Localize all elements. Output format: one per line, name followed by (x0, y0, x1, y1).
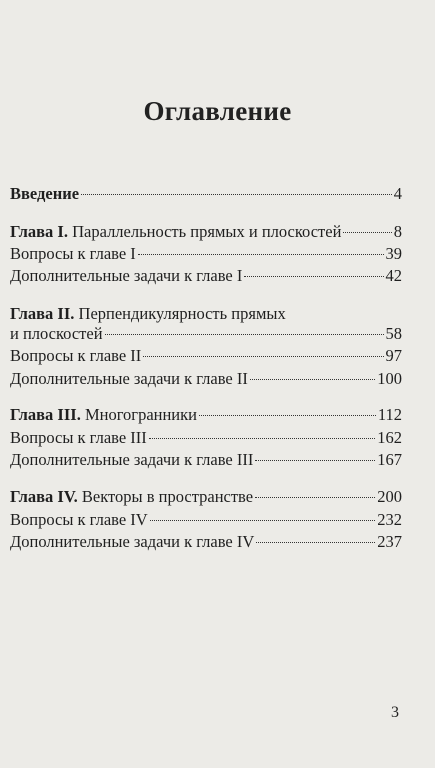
toc-page-number: 8 (393, 222, 402, 241)
toc-entry-questions-4 (10, 510, 402, 530)
page-number: 3 (391, 704, 399, 721)
toc-entry-introduction (10, 184, 402, 204)
toc-entry-label: Векторы в пространстве (77, 487, 254, 506)
toc-page-number: 200 (377, 487, 402, 506)
toc-entry-chapter-4 (10, 487, 402, 507)
dot-leader (105, 334, 384, 335)
toc-entry-label: Дополнительные задачи к главе II (10, 369, 248, 388)
dot-leader (255, 460, 375, 461)
toc-entry-label: Дополнительные задачи к главе III (10, 450, 254, 469)
toc-entry-label: Дополнительные задачи к главе I (10, 266, 243, 285)
toc-entry-extra-tasks-3 (10, 450, 402, 470)
toc-entry-extra-tasks-1 (10, 266, 402, 286)
toc-page-number: 232 (377, 510, 402, 529)
dot-leader (244, 276, 383, 277)
toc-page-number: 237 (377, 532, 402, 551)
toc-entry-label: Параллельность прямых и плоскостей (67, 222, 342, 241)
toc-entry-bold-label: Глава IV. (10, 487, 78, 506)
toc-entry-chapter-1 (10, 222, 402, 242)
dot-leader (149, 438, 375, 439)
toc-page-number: 42 (385, 266, 402, 285)
toc-entry-chapter-3 (10, 405, 402, 425)
toc-entry-questions-3 (10, 428, 402, 448)
toc-entry-bold-label: Глава I. (10, 222, 68, 241)
toc-entry-chapter-2 (10, 324, 402, 344)
toc-entry-extra-tasks-4 (10, 532, 402, 552)
dot-leader (150, 520, 376, 521)
toc-entry-label: Вопросы к главе III (10, 428, 147, 447)
toc-entry-questions-1 (10, 244, 402, 264)
toc-entry-label: Дополнительные задачи к главе IV (10, 532, 255, 551)
toc-entry-bold-label: Глава III. (10, 405, 81, 424)
toc-page-number: 4 (393, 184, 402, 203)
toc-entry-chapter-2-first-line (10, 304, 286, 324)
dot-leader (143, 356, 383, 357)
dot-leader (255, 497, 375, 498)
toc-entry-label: Многогранники (80, 405, 197, 424)
toc-entry-bold-label: Глава II. (10, 304, 75, 323)
toc-entry-questions-2 (10, 346, 402, 366)
toc-entry-bold-label: Введение (10, 184, 80, 203)
dot-leader (138, 254, 384, 255)
dot-leader (343, 232, 391, 233)
toc-page-number: 112 (377, 405, 402, 424)
toc-entry-label: Вопросы к главе IV (10, 510, 148, 529)
dot-leader (81, 194, 392, 195)
toc-entry-label: Вопросы к главе II (10, 346, 142, 365)
toc-page-number: 100 (377, 369, 402, 388)
toc-page-number: 58 (385, 324, 402, 343)
toc-entry-label: Вопросы к главе I (10, 244, 136, 263)
toc-page-number: 162 (377, 428, 402, 447)
dot-leader (256, 542, 375, 543)
page-title: Оглавление (143, 96, 292, 126)
toc-page-number: 167 (377, 450, 402, 469)
toc-entry-label-continued: и плоскостей (10, 324, 103, 343)
toc-entry-extra-tasks-2 (10, 369, 402, 389)
dot-leader (250, 379, 375, 380)
toc-page-number: 97 (385, 346, 402, 365)
dot-leader (199, 415, 376, 416)
toc-page-number: 39 (385, 244, 402, 263)
toc-entry-label: Перпендикулярность прямых (74, 304, 286, 323)
